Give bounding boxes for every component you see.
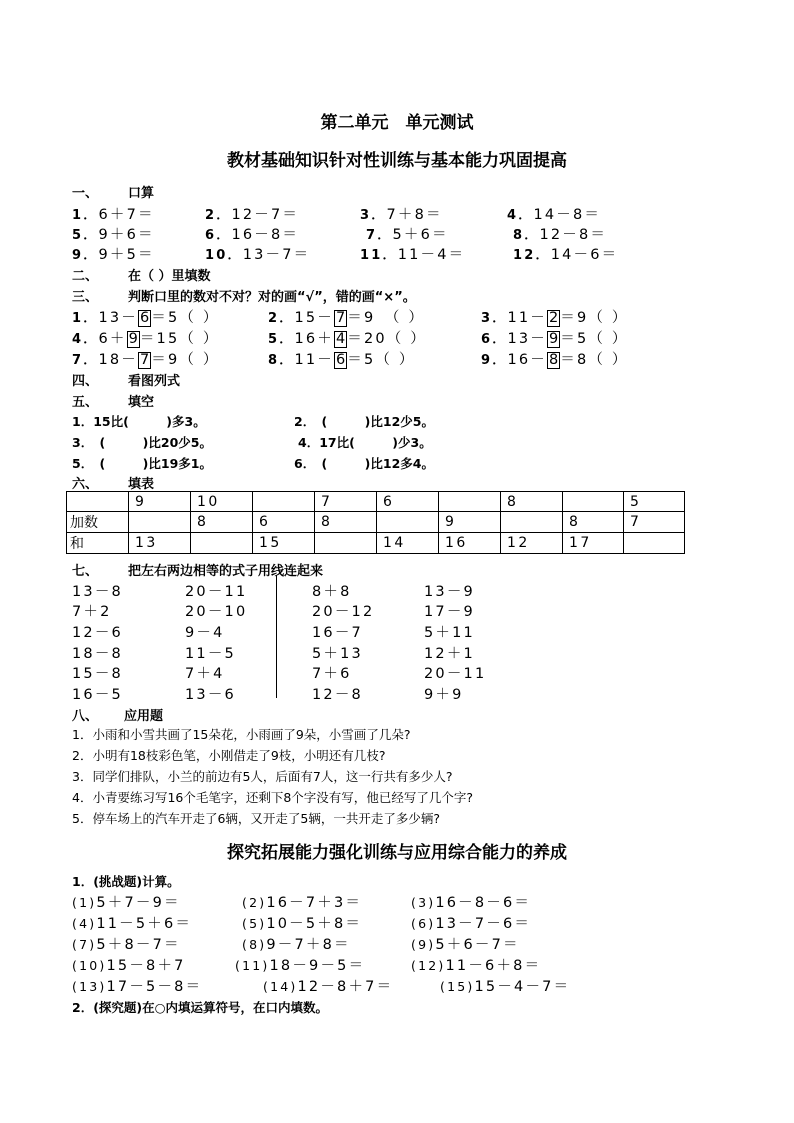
table-cell bbox=[253, 492, 315, 512]
answer-box: 9 bbox=[128, 331, 138, 347]
table-cell: 9 bbox=[129, 492, 191, 512]
table-cell: 7 bbox=[624, 512, 685, 533]
calc-item: (3)16－8－6＝ bbox=[411, 895, 532, 911]
table-cell: 9 bbox=[439, 512, 501, 533]
fill-item: 1．15比( )多3。 bbox=[72, 414, 206, 429]
table-cell bbox=[563, 492, 624, 512]
table-cell: 6 bbox=[253, 512, 315, 533]
table-cell: 10 bbox=[191, 492, 253, 512]
divider-line bbox=[276, 575, 277, 698]
calc-item: (7)5＋8－7＝ bbox=[72, 937, 181, 953]
table-cell bbox=[129, 512, 191, 533]
fill-item: 5． ( )比19多1。 bbox=[72, 456, 212, 471]
judge-item: 4．6＋ 9 ＝15（ ） bbox=[72, 331, 220, 347]
calc-item: (1)5＋7－9＝ bbox=[72, 895, 181, 911]
section-number: 六、 bbox=[72, 477, 99, 492]
section-label: 口算 bbox=[128, 186, 155, 201]
match-expr: 5＋13 bbox=[312, 646, 363, 662]
kousuan-item: 10．13－7＝ bbox=[205, 247, 311, 263]
kousuan-item: 12．14－6＝ bbox=[513, 247, 619, 263]
calc-item: (12)11－6＋8＝ bbox=[411, 958, 542, 974]
answer-box: 8 bbox=[549, 352, 559, 368]
calc-item: (14)12－8＋7＝ bbox=[263, 979, 394, 995]
table-cell: 17 bbox=[563, 533, 624, 554]
addition-table bbox=[66, 491, 685, 554]
table-cell: 12 bbox=[501, 533, 563, 554]
calc-item: (13)17－5－8＝ bbox=[72, 979, 203, 995]
section-number: 四、 bbox=[72, 374, 99, 389]
answer-box: 4 bbox=[336, 331, 346, 347]
calc-item: (4)11－5＋6＝ bbox=[72, 916, 193, 932]
match-expr: 15－8 bbox=[72, 666, 123, 682]
section-number: 二、 bbox=[72, 269, 99, 284]
calc-item: (15)15－4－7＝ bbox=[440, 979, 571, 995]
table-cell: 13 bbox=[129, 533, 191, 554]
section-label: 把左右两边相等的式子用线连起来 bbox=[128, 564, 324, 579]
section-label: 填空 bbox=[128, 395, 155, 410]
match-expr: 13－9 bbox=[424, 584, 475, 600]
judge-item: 3．11－ 2 ＝9（ ） bbox=[481, 310, 629, 326]
judge-item: 1．13－ 6 ＝5（ ） bbox=[72, 310, 220, 326]
match-expr: 11－5 bbox=[185, 646, 236, 662]
answer-box: 7 bbox=[140, 352, 150, 368]
match-expr: 12－6 bbox=[72, 625, 123, 641]
section-number: 五、 bbox=[72, 395, 99, 410]
section-label: 在（ ）里填数 bbox=[128, 269, 211, 284]
table-cell bbox=[624, 533, 685, 554]
table-cell: 16 bbox=[439, 533, 501, 554]
section-number: 七、 bbox=[72, 564, 99, 579]
match-expr: 7＋4 bbox=[185, 666, 225, 682]
section-heading-basic: 教材基础知识针对性训练与基本能力巩固提高 bbox=[227, 151, 567, 171]
word-problem: 4．小青要练习写16个毛笔字，还剩下8个字没有写，他已经写了几个字? bbox=[72, 790, 473, 805]
kousuan-item: 7．5＋6＝ bbox=[366, 227, 449, 243]
table-cell bbox=[501, 512, 563, 533]
table-cell: 8 bbox=[563, 512, 624, 533]
calc-item: (10)15－8＋7 bbox=[72, 958, 186, 974]
section-label: 看图列式 bbox=[128, 374, 181, 389]
match-expr: 12＋1 bbox=[424, 646, 475, 662]
table-cell: 8 bbox=[191, 512, 253, 533]
table-cell: 5 bbox=[624, 492, 685, 512]
section-number: 一、 bbox=[72, 186, 99, 201]
match-expr: 20－11 bbox=[424, 666, 487, 682]
kousuan-item: 8．12－8＝ bbox=[513, 227, 608, 243]
exercise-heading: 2．(探究题)在○内填运算符号，在口内填数。 bbox=[72, 1000, 329, 1015]
table-row-header: 和 bbox=[67, 533, 129, 554]
judge-item: 2．15－ 7 ＝9 （ ） bbox=[268, 310, 426, 326]
match-expr: 17－9 bbox=[424, 604, 475, 620]
section-heading-extension: 探究拓展能力强化训练与应用综合能力的养成 bbox=[227, 843, 567, 863]
calc-item: (5)10－5＋8＝ bbox=[242, 916, 363, 932]
kousuan-item: 2．12－7＝ bbox=[205, 207, 300, 223]
table-cell: 7 bbox=[315, 492, 377, 512]
table-cell: 6 bbox=[377, 492, 439, 512]
page-title: 第二单元 单元测试 bbox=[320, 113, 474, 133]
answer-box: 7 bbox=[336, 310, 346, 326]
match-expr: 16－5 bbox=[72, 687, 123, 703]
calc-item: (11)18－9－5＝ bbox=[235, 958, 366, 974]
match-expr: 13－6 bbox=[185, 687, 236, 703]
word-problem: 5．停车场上的汽车开走了6辆，又开走了5辆，一共开走了多少辆? bbox=[72, 811, 440, 826]
kousuan-item: 11．11－4＝ bbox=[360, 247, 466, 263]
match-expr: 20－12 bbox=[312, 604, 375, 620]
match-expr: 12－8 bbox=[312, 687, 363, 703]
word-problem: 3．同学们排队，小兰的前边有5人，后面有7人，这一行共有多少人? bbox=[72, 769, 453, 784]
table-cell bbox=[315, 533, 377, 554]
word-problem: 2．小明有18枝彩色笔，小刚借走了9枝，小明还有几枝? bbox=[72, 748, 386, 763]
judge-item: 9．16－ 8 ＝8（ ） bbox=[481, 352, 629, 368]
section-label: 填表 bbox=[128, 477, 155, 492]
table-cell: 14 bbox=[377, 533, 439, 554]
kousuan-item: 1．6＋7＝ bbox=[72, 207, 155, 223]
section-label: 应用题 bbox=[124, 709, 164, 724]
match-expr: 7＋6 bbox=[312, 666, 352, 682]
calc-item: (2)16－7＋3＝ bbox=[242, 895, 363, 911]
fill-item: 2． ( )比12少5。 bbox=[294, 414, 434, 429]
answer-box: 6 bbox=[336, 352, 346, 368]
table-row bbox=[67, 533, 685, 554]
table-cell bbox=[191, 533, 253, 554]
judge-item: 6．13－ 9 ＝5（ ） bbox=[481, 331, 629, 347]
table-cell: 8 bbox=[315, 512, 377, 533]
section-number: 八、 bbox=[72, 709, 99, 724]
answer-box: 9 bbox=[549, 331, 559, 347]
kousuan-item: 6．16－8＝ bbox=[205, 227, 300, 243]
match-expr: 20－10 bbox=[185, 604, 248, 620]
answer-box: 6 bbox=[140, 310, 150, 326]
kousuan-item: 5．9＋6＝ bbox=[72, 227, 155, 243]
section-label: 判断口里的数对不对？对的画“√”，错的画“×”。 bbox=[128, 290, 416, 305]
fill-item: 4．17比( )少3。 bbox=[298, 435, 432, 450]
match-expr: 9＋9 bbox=[424, 687, 464, 703]
match-expr: 7＋2 bbox=[72, 604, 112, 620]
judge-item: 5．16＋ 4 ＝20（ ） bbox=[268, 331, 428, 347]
calc-item: (6)13－7－6＝ bbox=[411, 916, 532, 932]
calc-item: (9)5＋6－7＝ bbox=[411, 937, 520, 953]
judge-item: 8．11－ 6 ＝5（ ） bbox=[268, 352, 416, 368]
kousuan-item: 3．7＋8＝ bbox=[360, 207, 443, 223]
table-row bbox=[67, 512, 685, 533]
kousuan-item: 4．14－8＝ bbox=[507, 207, 602, 223]
match-expr: 8＋8 bbox=[312, 584, 352, 600]
table-cell bbox=[377, 512, 439, 533]
exercise-heading: 1．(挑战题)计算。 bbox=[72, 874, 180, 889]
table-cell: 8 bbox=[501, 492, 563, 512]
match-expr: 9－4 bbox=[185, 625, 225, 641]
match-expr: 20－11 bbox=[185, 584, 248, 600]
table-cell: 15 bbox=[253, 533, 315, 554]
calc-item: (8)9－7＋8＝ bbox=[242, 937, 351, 953]
kousuan-item: 9．9＋5＝ bbox=[72, 247, 155, 263]
judge-item: 7．18－ 7 ＝9（ ） bbox=[72, 352, 220, 368]
match-expr: 16－7 bbox=[312, 625, 363, 641]
match-expr: 13－8 bbox=[72, 584, 123, 600]
match-expr: 5＋11 bbox=[424, 625, 475, 641]
answer-box: 2 bbox=[549, 310, 559, 326]
fill-item: 3． ( )比20少5。 bbox=[72, 435, 212, 450]
section-number: 三、 bbox=[72, 290, 99, 305]
table-row bbox=[67, 492, 685, 512]
table-row-header: 加数 bbox=[67, 512, 129, 533]
word-problem: 1．小雨和小雪共画了15朵花，小雨画了9朵，小雪画了几朵? bbox=[72, 727, 411, 742]
match-expr: 18－8 bbox=[72, 646, 123, 662]
fill-item: 6． ( )比12多4。 bbox=[294, 456, 434, 471]
table-cell bbox=[439, 492, 501, 512]
table-cell bbox=[67, 492, 129, 512]
